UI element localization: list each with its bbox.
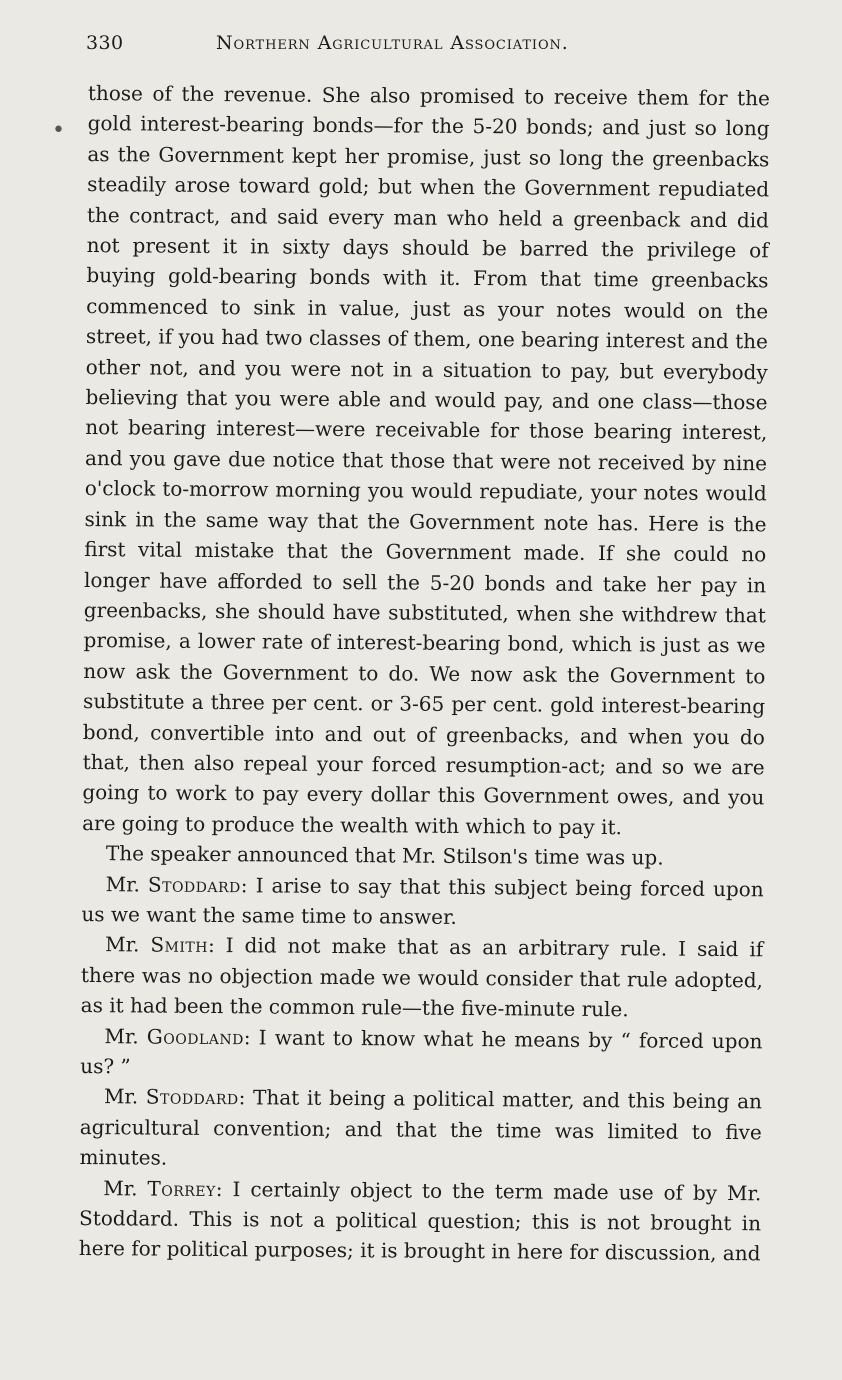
paragraph-continued: those of the revenue. She also promised to receive them for the gold interest-bearing bonds—for the 5-20 bonds; and just so long as the Government kept her promise, just so long the greenbacks steadily arose toward gold; but when the Government repudiated the contract, and said every man who held a greenback and did not present it in sixty days should be barred the privilege of buying gold-bearing bonds with it. From that time greenbacks commenced to sink in value, just as your notes would on the street, if you had two classes of them, one bearing interest and the other not, and you were not in a situation to pay, but everybody believing that you were able and would pay, and one class—those not bearing interest—were receivable for those bearing interest, and you gave due notice that those that were not received by nine o'clock to-morrow morning you would repudiate, your notes would sink in the same way that the Government note has. Here is the first vital mistake that the Government made. If she could no longer have afforded to sell the 5-20 bonds and take her pay in greenbacks, she should have substituted, when she withdrew that promise, a lower rate of interest-bearing bond, which is just as we now ask the Government to do. We now ask the Government to substitute a three per cent. or 3-65 per cent. gold interest-bearing bond, convertible into and out of greenbacks, and when you do that, then also repeal your forced resumption-act; and so we are going to work to pay every dollar this Government owes, and you are going to produce the wealth with which to pay it. [82,80,770,839]
speaker-name: Smith [150,932,209,958]
margin-dot: • [52,118,65,143]
speech-text: : I did not make that as an arbitrary rule. I said if there was no objection made we would consider that rule adopted, as it had been the common rule—the five-minute rule. [80,933,764,1022]
page-number: 330 [86,32,124,54]
paragraph-speech [79,1173,762,1270]
speech-text: : I certainly object to the term made use of by Mr. Stoddard. This is not a political question; this is not brought in here for political purposes; it is brought in here for discussion, and [78,1176,762,1266]
speaker-prefix: Mr. [105,932,151,957]
speaker-prefix: Mr. [104,1023,147,1049]
running-title: Northern Agricultural Association. [216,32,569,54]
speaker-name: Torrey [147,1176,216,1201]
speaker-name: Goodland [146,1024,244,1049]
paragraph-speech [79,1081,762,1178]
speaker-name: Stoddard [147,872,241,897]
speaker-name: Stoddard [145,1084,239,1110]
page-body [79,78,770,1269]
speaker-prefix: Mr. [103,1084,146,1109]
speech-text: : That it being a political matter, and this being an agricultural convention; and that the time was limited to five minutes. [79,1085,763,1170]
speaker-prefix: Mr. [103,1175,148,1201]
paragraph-announcement: The speaker announced that Mr. Stilson's time was up. [105,841,664,870]
speech-text: : I want to know what he means by “ forced upon us? ” [80,1024,763,1079]
speech-text: : I arise to say that this subject being forced upon us we want the same time to answer. [81,872,764,929]
paragraph-speech [81,929,764,1026]
paragraph-speech [81,869,763,935]
paragraph-speech [80,1021,762,1087]
running-header [86,32,776,62]
speaker-prefix: Mr. [105,871,149,897]
